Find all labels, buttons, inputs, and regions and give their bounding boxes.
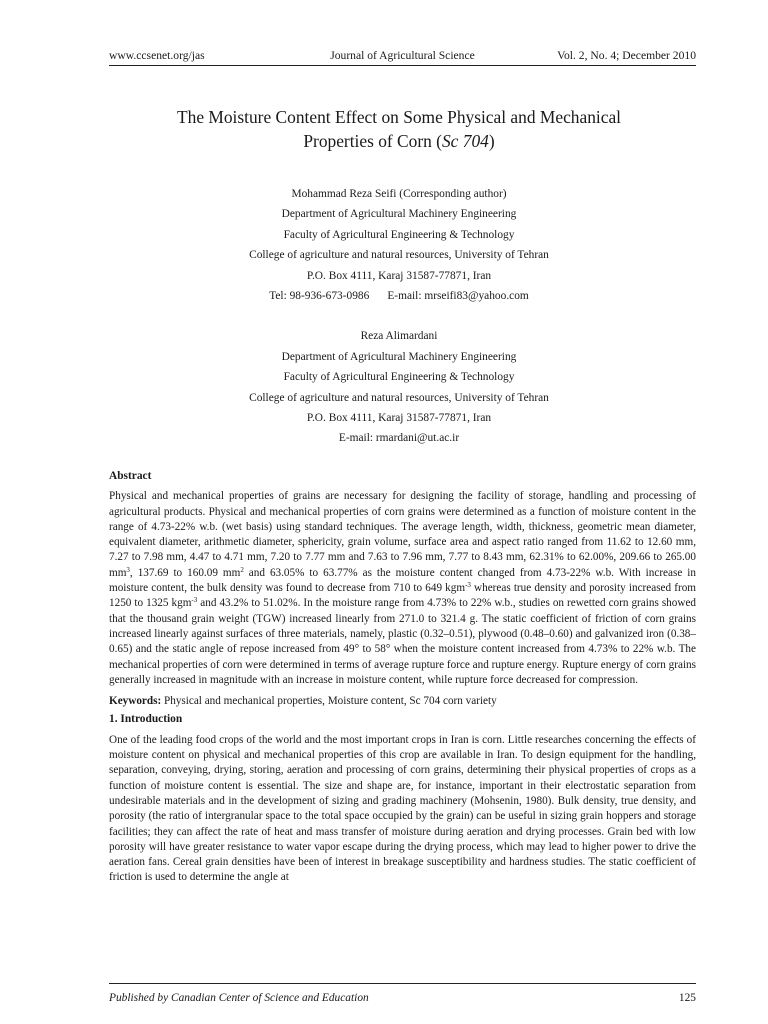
paper-title [100,105,698,153]
variety-name: Sc 704 [441,131,489,151]
abstract-sup-3: -3 [465,581,471,590]
abstract-text [109,489,696,688]
author-1-tel: Tel: 98-936-673-0986 [269,290,370,303]
author-1-name: Mohammad Reza Seifi (Corresponding author) [291,188,507,200]
keywords-label: Keywords: [109,695,162,708]
keywords-text: Physical and mechanical properties, Moisture content, Sc 704 corn variety [164,695,497,708]
author-2-department: Department of Agricultural Machinery Engineering [281,350,517,363]
introduction-text: One of the leading food crops of the world and the most important crops in Iran is corn. Little researches concerning the effects of moisture content on physical and mechanical properties of this crop are available in Iran. To design equipment for the handling, separation, conveying, drying, storing, aeration and processing of corn grains, determining their physical properties of crops as a function of moisture content is essential. The size and shape are, for instance, important in their electrostatic separation from undesirable materials and in the development of sizing and grading machinery (Mohsenin, 1980). Bulk density, true density, and porosity (the ratio of intergranular space to the total space occupied by the grain) can be useful in sizing grain hoppers and storage facilities; they can affect the rate of heat and mass transfer of moisture during aeration and drying processes. Grain bed with low porosity will have greater resistance to water vapor escape during the drying process, which may lead to higher power to drive the aeration fans. Cereal grain densities have been of interest in breakage susceptibility and hardness studies. The static coefficient of friction is used to determine the angle at [109,733,696,884]
abstract-sup-2: 2 [240,565,244,574]
title-line-2 [100,129,698,153]
author-1-department: Department of Agricultural Machinery Engineering [281,208,517,221]
title-line-1: The Moisture Content Effect on Some Physical and Mechanical [177,107,621,127]
author-2-email[interactable]: E-mail: rmardani@ut.ac.ir [338,432,460,445]
author-2-college: College of agriculture and natural resources, University of Tehran [249,391,549,404]
journal-url[interactable]: www.ccsenet.org/jas [109,49,205,62]
author-2 [100,326,698,448]
author-1 [100,184,698,306]
introduction-heading: 1. Introduction [109,713,183,726]
author-block [100,184,698,449]
title-line-2-suffix: ) [488,131,495,151]
abstract-part-4: whereas true density and porosity increased from 1250 to 1325 kgm [109,582,696,610]
abstract-part-5: and 43.2% to 51.02%. In the moisture range from 4.73% to 22% w.b., studies on rewetted corn grains showed that the thousand grain weight (TGW) increased linearly from 271.0 to 321.4 g. The static coefficient of friction of corn grains increased linearly against surfaces of three materials, namely, plastic (0.32–0.51), plywood (0.48–0.60) and galvanized iron (0.38–0.65) and the static angle of repose increased from 49° to 58° when the moisture content increased from 4.73% to 22% w.b. The mechanical properties of corn were determined in terms of average rupture force and rupture energy. Rupture energy of corn grains generally increased in magnitude with an increase in moisture content, while rupture force decreased for compression. [109,597,697,686]
author-2-name: Reza Alimardani [360,330,438,343]
keywords [109,694,696,709]
abstract-part-1: Physical and mechanical properties of grains are necessary for designing the facility of storage, handling and processing of agricultural products. Physical and mechanical properties of corn grains were determined as a function of moisture content in the range of 4.73-22% w.b. (wet basis) using standard techniques. The average length, width, thickness, geometric mean diameter, equivalent diameter, arithmetic diameter, sphericity, grain volume, surface area and aspect ratio ranged from 11.62 to 12.60 mm, 7.27 to 7.98 mm, 4.47 to 4.71 mm, 7.20 to 7.77 mm and 7.63 to 7.96 mm, 7.77 to 8.43 mm, 62.31% to 62.00%, 209.66 to 265.00 mm [109,490,696,579]
author-1-faculty: Faculty of Agricultural Engineering & Technology [283,228,515,241]
abstract-heading: Abstract [109,470,152,482]
title-line-2-prefix: Properties of Corn ( [303,131,442,151]
abstract-sup-4: -3 [191,596,198,605]
author-1-college: College of agriculture and natural resources, University of Tehran [249,249,549,262]
publisher-line: Published by Canadian Center of Science and Education [109,992,369,1004]
journal-name: Journal of Agricultural Science [330,49,475,62]
author-1-address: P.O. Box 4111, Karaj 31587-77871, Iran [306,269,492,282]
page-number: 125 [678,992,696,1004]
running-header [109,47,696,66]
abstract-part-2: , 137.69 to 160.09 mm [129,566,241,579]
abstract-section [109,469,696,886]
abstract-part-3: and 63.05% to 63.77% as the moisture content changed from 4.73-22% w.b. With increase in moisture content, the bulk density was found to decrease from 710 to 649 kgm [109,566,697,595]
running-footer [109,983,696,1004]
author-1-email[interactable]: E-mail: mrseifi83@yahoo.com [387,290,529,303]
author-2-address: P.O. Box 4111, Karaj 31587-77871, Iran [306,412,492,425]
abstract-sup-1: 3 [126,565,130,574]
volume-issue: Vol. 2, No. 4; December 2010 [557,49,696,62]
author-2-faculty: Faculty of Agricultural Engineering & Technology [283,371,515,384]
author-1-contact [100,286,698,306]
